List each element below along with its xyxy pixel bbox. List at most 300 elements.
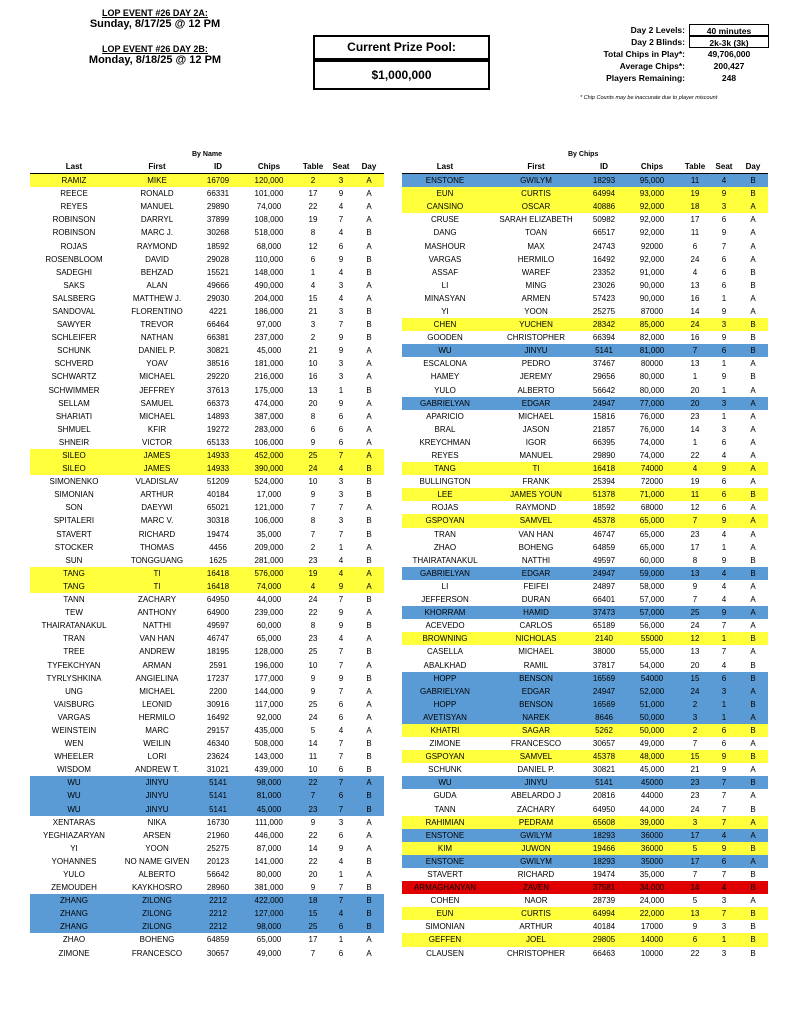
chips-cell: 524,000 [254, 477, 284, 487]
first-name-cell: DAVID [145, 254, 169, 264]
seat-cell: 1 [710, 711, 738, 724]
first-name-cell: THOMAS [139, 542, 175, 552]
last-name-cell: WISDOM [57, 765, 91, 775]
table-cell: 13 [680, 907, 710, 920]
table-row [402, 724, 768, 737]
chips-cell: 68000 [640, 503, 664, 513]
table-cell: 9 [692, 581, 698, 591]
table-cell: 22 [308, 830, 318, 840]
table-cell: 6 [692, 241, 698, 251]
player-id-cell: 51209 [206, 477, 230, 487]
table-row [30, 763, 384, 776]
first-name-cell: GWILYM [488, 855, 584, 868]
table-cell: 22 [298, 776, 328, 789]
chips-cell: 44,000 [256, 595, 282, 605]
table-row [30, 724, 384, 737]
table-cell: 22 [308, 856, 318, 866]
table-row [402, 213, 768, 226]
player-id-cell: 16418 [584, 462, 624, 475]
info-value: 248 [721, 73, 737, 83]
player-id-cell: 18592 [592, 503, 616, 513]
player-id-cell: 5141 [196, 776, 240, 789]
table-cell: 24 [298, 462, 328, 475]
table-cell: 6 [680, 933, 710, 946]
chips-cell: 508,000 [254, 739, 284, 749]
chips-cell: 36000 [624, 842, 680, 855]
col-table: Table [298, 160, 328, 174]
first-name-cell: DARRYL [140, 215, 174, 225]
chips-cell: 17000 [640, 922, 664, 932]
last-name-cell: ROBINSON [52, 228, 96, 238]
chips-cell: 209,000 [254, 542, 284, 552]
last-name-cell: BULLINGTON [419, 477, 471, 487]
table-row [402, 567, 768, 580]
first-name-cell: MATTHEW J. [132, 293, 182, 303]
table-cell: 3 [310, 320, 316, 330]
chips-cell: 141,000 [254, 856, 284, 866]
first-name-cell: ZACHARY [137, 595, 177, 605]
player-id-cell: 66464 [206, 320, 230, 330]
chips-cell: 80,000 [639, 385, 665, 395]
first-name-cell: MIKE [118, 174, 196, 188]
player-id-cell: 25275 [592, 306, 616, 316]
table-cell: 2 [680, 698, 710, 711]
player-id-cell: 16569 [584, 698, 624, 711]
event-a-title: LOP EVENT #26 DAY 2A: [102, 8, 208, 18]
chips-cell: 72000 [640, 477, 664, 487]
chips-cell: 381,000 [254, 883, 284, 893]
chips-cell: 283,000 [254, 424, 284, 434]
table-row [402, 174, 768, 188]
first-name-cell: YOON [145, 843, 169, 853]
last-name-cell: GABRIELYAN [402, 567, 488, 580]
first-name-cell: FRANCESCO [510, 739, 562, 749]
first-name-cell: ARSEN [143, 830, 171, 840]
player-id-cell: 37473 [584, 606, 624, 619]
player-id-cell: 19466 [584, 842, 624, 855]
table-row [402, 842, 768, 855]
last-name-cell: APARICIO [426, 411, 464, 421]
player-id-cell: 37467 [592, 359, 616, 369]
player-id-cell: 30268 [206, 228, 230, 238]
seat-cell: 7 [710, 816, 738, 829]
table-row [30, 174, 384, 188]
chips-cell: 143,000 [254, 752, 284, 762]
seat-cell: 3 [710, 318, 738, 331]
player-id-cell: 14933 [196, 462, 240, 475]
table-row [30, 541, 384, 554]
day-cell: B [354, 803, 384, 816]
first-name-cell: HERMILO [517, 254, 555, 264]
first-name-cell: JINYU [118, 776, 196, 789]
player-id-cell: 38000 [592, 647, 616, 657]
table-cell: 8 [310, 516, 316, 526]
day-cell: A [366, 608, 372, 618]
player-id-cell: 49597 [206, 621, 230, 631]
seat-cell: 3 [721, 896, 727, 906]
seat-cell: 4 [338, 725, 344, 735]
table-cell: 20 [690, 385, 700, 395]
chips-cell: 49,000 [639, 739, 665, 749]
last-name-cell: SANDOVAL [52, 306, 96, 316]
chips-cell: 34,000 [624, 881, 680, 894]
player-id-cell: 5141 [196, 789, 240, 802]
table-cell: 22 [308, 608, 318, 618]
player-id-cell: 5141 [584, 344, 624, 357]
last-name-cell: UNG [65, 686, 83, 696]
first-name-cell: LEONID [142, 699, 172, 709]
table-row [402, 436, 768, 449]
chips-cell: 92000 [640, 241, 664, 251]
day-cell: A [738, 855, 768, 868]
player-id-cell: 64950 [592, 804, 616, 814]
last-name-cell: SHARIATI [55, 411, 93, 421]
day-cell: B [750, 267, 756, 277]
seat-cell: 4 [710, 829, 738, 842]
seat-cell: 1 [721, 359, 727, 369]
table-cell: 24 [680, 318, 710, 331]
chips-cell: 121,000 [254, 503, 284, 513]
table-row [402, 619, 768, 632]
day-cell: A [750, 385, 756, 395]
table-cell: 4 [692, 267, 698, 277]
table-cell: 25 [308, 647, 318, 657]
seat-cell: 1 [721, 542, 727, 552]
last-name-cell: ZHAO [62, 935, 86, 945]
chips-cell: 44000 [640, 791, 664, 801]
last-name-cell: SCHWARTZ [51, 372, 97, 382]
chips-cell: 45,000 [240, 803, 298, 816]
first-name-cell: EDGAR [488, 397, 584, 410]
first-name-cell: RICHARD [138, 529, 176, 539]
last-name-cell: CASELLA [426, 647, 464, 657]
table-row [30, 750, 384, 763]
first-name-cell: CHRISTOPHER [506, 333, 566, 343]
info-label: Total Chips in Play*: [603, 49, 685, 59]
seat-cell: 9 [328, 580, 354, 593]
chips-cell: 111,000 [255, 817, 283, 827]
first-name-cell: JEREMY [519, 372, 553, 382]
seat-cell: 3 [338, 372, 344, 382]
player-id-cell: 25275 [206, 843, 230, 853]
first-name-cell: RAMIL [523, 660, 549, 670]
player-id-cell: 20816 [592, 791, 616, 801]
chips-cell: 22,000 [624, 907, 680, 920]
seat-cell: 6 [721, 739, 727, 749]
last-name-cell: TANG [402, 462, 488, 475]
table-row [402, 593, 768, 606]
table-cell: 4 [680, 462, 710, 475]
chip-count-note: * Chip Counts may be inaccurate due to player miscount [580, 95, 718, 101]
first-name-cell: MICHAEL [518, 411, 554, 421]
last-name-cell: GABRIELYAN [402, 685, 488, 698]
seat-cell: 4 [338, 228, 344, 238]
first-name-cell: GWILYM [488, 174, 584, 188]
chips-cell: 24,000 [639, 896, 665, 906]
seat-cell: 4 [721, 660, 727, 670]
first-name-cell: ARMEN [521, 293, 551, 303]
player-id-cell: 2212 [196, 907, 240, 920]
table-cell: 2 [680, 724, 710, 737]
seat-cell: 4 [338, 856, 344, 866]
first-name-cell: ARMAN [142, 660, 172, 670]
seat-cell: 9 [338, 189, 344, 199]
first-name-cell: PEDRAM [488, 816, 584, 829]
chips-cell: 49,000 [256, 948, 282, 958]
chips-cell: 35,000 [256, 529, 282, 539]
player-id-cell: 1625 [209, 555, 227, 565]
table-row [402, 554, 768, 567]
player-id-cell: 40184 [592, 922, 616, 932]
table-cell: 4 [310, 280, 316, 290]
table-row [402, 750, 768, 763]
info-label: Day 2 Levels: [630, 25, 685, 35]
first-name-cell: ALBERTO [517, 385, 555, 395]
table-cell: 7 [680, 344, 710, 357]
last-name-cell: WU [402, 344, 488, 357]
chips-cell: 93,000 [624, 187, 680, 200]
col-id: ID [584, 160, 624, 174]
table-row [402, 672, 768, 685]
last-name-cell: ACEVEDO [425, 621, 465, 631]
table-cell: 23 [690, 791, 700, 801]
day-cell: B [738, 776, 768, 789]
last-name-cell: SCHLEIFER [51, 333, 97, 343]
last-name-cell: TEW [65, 608, 83, 618]
player-id-cell: 38516 [206, 359, 230, 369]
table-cell: 12 [690, 503, 700, 513]
table-row [402, 855, 768, 868]
table-row [402, 384, 768, 397]
seat-cell: 9 [710, 606, 738, 619]
player-id-cell: 15816 [592, 411, 616, 421]
event-b-date: Monday, 8/18/25 @ 12 PM [88, 54, 222, 66]
table-cell: 21 [690, 765, 700, 775]
last-name-cell: ZIMONE [58, 948, 90, 958]
last-name-cell: SHMUEL [57, 424, 91, 434]
table-row [402, 253, 768, 266]
last-name-cell: ZHAO [433, 542, 457, 552]
player-id-cell: 16730 [206, 817, 230, 827]
last-name-cell: ROSENBLOOM [45, 254, 103, 264]
day-cell: B [738, 907, 768, 920]
table-cell: 19 [690, 477, 700, 487]
table-cell: 24 [690, 621, 700, 631]
day-cell: A [366, 725, 372, 735]
player-id-cell: 56642 [592, 385, 616, 395]
first-name-cell: ARTHUR [140, 490, 174, 500]
info-label: Average Chips*: [619, 61, 685, 71]
chips-cell: 56,000 [639, 621, 665, 631]
table-row [402, 580, 768, 593]
chips-cell: 55000 [624, 632, 680, 645]
seat-cell: 7 [338, 647, 344, 657]
seat-cell: 9 [338, 346, 344, 356]
seat-cell: 1 [721, 411, 727, 421]
last-name-cell: SAKS [63, 280, 85, 290]
last-name-cell: MASHOUR [424, 241, 466, 251]
chips-cell: 76,000 [639, 411, 665, 421]
day-cell: A [738, 397, 768, 410]
last-name-cell: GSPOYAN [402, 514, 488, 527]
last-name-cell: WEINSTEIN [51, 725, 97, 735]
day-cell: B [366, 856, 372, 866]
first-name-cell: MARC J. [141, 228, 173, 238]
last-name-cell: KHATRI [402, 724, 488, 737]
chips-cell: 87000 [640, 306, 664, 316]
chips-cell: 57,000 [624, 606, 680, 619]
day-cell: A [750, 228, 756, 238]
day-cell: B [738, 344, 768, 357]
table-row [30, 672, 384, 685]
last-name-cell: SIMONENKO [49, 477, 99, 487]
player-id-cell: 49666 [206, 280, 230, 290]
table-cell: 14 [690, 424, 700, 434]
seat-cell: 4 [328, 907, 354, 920]
table-row [30, 226, 384, 239]
table-row [30, 881, 384, 894]
chips-cell: 50,000 [624, 724, 680, 737]
last-name-cell: RAMIZ [30, 174, 118, 188]
day-cell: A [750, 254, 756, 264]
table-row [30, 436, 384, 449]
table-row [30, 200, 384, 213]
table-cell: 24 [308, 595, 318, 605]
table-row [402, 632, 768, 645]
table-row [402, 449, 768, 462]
day-cell: B [366, 752, 372, 762]
last-name-cell: ROBINSON [52, 215, 96, 225]
first-name-cell: SAGAR [488, 724, 584, 737]
last-name-cell: VARGAS [428, 254, 462, 264]
player-id-cell: 23352 [592, 267, 616, 277]
chips-cell: 216,000 [254, 372, 284, 382]
chips-cell: 98,000 [240, 776, 298, 789]
player-id-cell: 57423 [592, 293, 616, 303]
seat-cell: 4 [710, 567, 738, 580]
seat-cell: 7 [338, 739, 344, 749]
player-id-cell: 8646 [584, 711, 624, 724]
seat-cell: 3 [338, 477, 344, 487]
table-row [402, 685, 768, 698]
table-cell: 19 [308, 215, 318, 225]
seat-cell: 4 [338, 293, 344, 303]
player-id-cell: 19474 [206, 529, 230, 539]
table-cell: 16 [690, 293, 700, 303]
player-id-cell: 25394 [592, 477, 616, 487]
last-name-cell: GABRIELYAN [402, 397, 488, 410]
seat-cell: 3 [721, 424, 727, 434]
table-cell: 9 [310, 490, 316, 500]
col-seat: Seat [328, 160, 354, 174]
last-name-cell: TYFEKCHYAN [47, 660, 101, 670]
last-name-cell: CHEN [402, 318, 488, 331]
day-cell: B [738, 842, 768, 855]
player-id-cell: 29028 [206, 254, 230, 264]
day-cell: B [366, 333, 372, 343]
chips-cell: 239,000 [254, 608, 284, 618]
last-name-cell: YI [441, 306, 449, 316]
seat-cell: 9 [710, 462, 738, 475]
last-name-cell: CANSINO [402, 200, 488, 213]
table-row [30, 593, 384, 606]
day-cell: B [750, 948, 756, 958]
header-row [402, 160, 768, 174]
table-row [30, 645, 384, 658]
last-name-cell: TANG [30, 580, 118, 593]
seat-cell: 3 [338, 490, 344, 500]
seat-cell: 9 [710, 842, 738, 855]
first-name-cell: VLADISLAV [135, 477, 179, 487]
table-row [402, 501, 768, 514]
chips-cell: 446,000 [254, 830, 284, 840]
table-row [402, 423, 768, 436]
chips-cell: 106,000 [254, 437, 284, 447]
day-cell: A [354, 174, 384, 188]
table-cell: 9 [310, 817, 316, 827]
table-cell: 7 [692, 870, 698, 880]
player-id-cell: 40184 [206, 490, 230, 500]
prize-pool-value: $1,000,000 [313, 60, 490, 90]
table-cell: 23 [298, 803, 328, 816]
last-name-cell: ZHANG [30, 894, 118, 907]
last-name-cell: YI [70, 843, 78, 853]
seat-cell: 9 [338, 333, 344, 343]
table-row [30, 933, 384, 946]
col-seat: Seat [710, 160, 738, 174]
day-cell: A [750, 791, 756, 801]
table-row [30, 331, 384, 344]
chips-cell: 92,000 [639, 254, 665, 264]
last-name-cell: WU [402, 776, 488, 789]
day-cell: B [366, 477, 372, 487]
table-cell: 14 [690, 306, 700, 316]
event-info-left [60, 8, 250, 66]
table-row [402, 868, 768, 881]
last-name-cell: TRAN [434, 529, 456, 539]
day-cell: A [366, 359, 372, 369]
day-cell: B [366, 385, 372, 395]
player-id-cell: 64950 [206, 595, 230, 605]
table-row [402, 829, 768, 842]
table-row [402, 894, 768, 907]
table-cell: 9 [310, 437, 316, 447]
first-name-cell: JOEL [488, 933, 584, 946]
last-name-cell: SAWYER [56, 320, 92, 330]
day-cell: B [354, 920, 384, 933]
chips-cell: 108,000 [254, 215, 284, 225]
day-cell: A [366, 830, 372, 840]
seat-cell: 6 [710, 488, 738, 501]
table-cell: 3 [680, 711, 710, 724]
day-cell: A [738, 200, 768, 213]
chips-cell: 45000 [624, 776, 680, 789]
seat-cell: 9 [338, 398, 344, 408]
player-id-cell: 16418 [196, 567, 240, 580]
seat-cell: 3 [338, 306, 344, 316]
first-name-cell: RICHARD [517, 870, 555, 880]
table-cell: 23 [680, 776, 710, 789]
player-id-cell: 66331 [206, 189, 230, 199]
chips-cell: 81,000 [240, 789, 298, 802]
last-name-cell: SELLAM [58, 398, 90, 408]
first-name-cell: JAMES [118, 462, 196, 475]
last-name-cell: CLAUSEN [426, 948, 464, 958]
table-cell: 13 [690, 359, 700, 369]
chips-cell: 35000 [624, 855, 680, 868]
last-name-cell: YOHANNES [51, 856, 97, 866]
table-row [402, 803, 768, 816]
